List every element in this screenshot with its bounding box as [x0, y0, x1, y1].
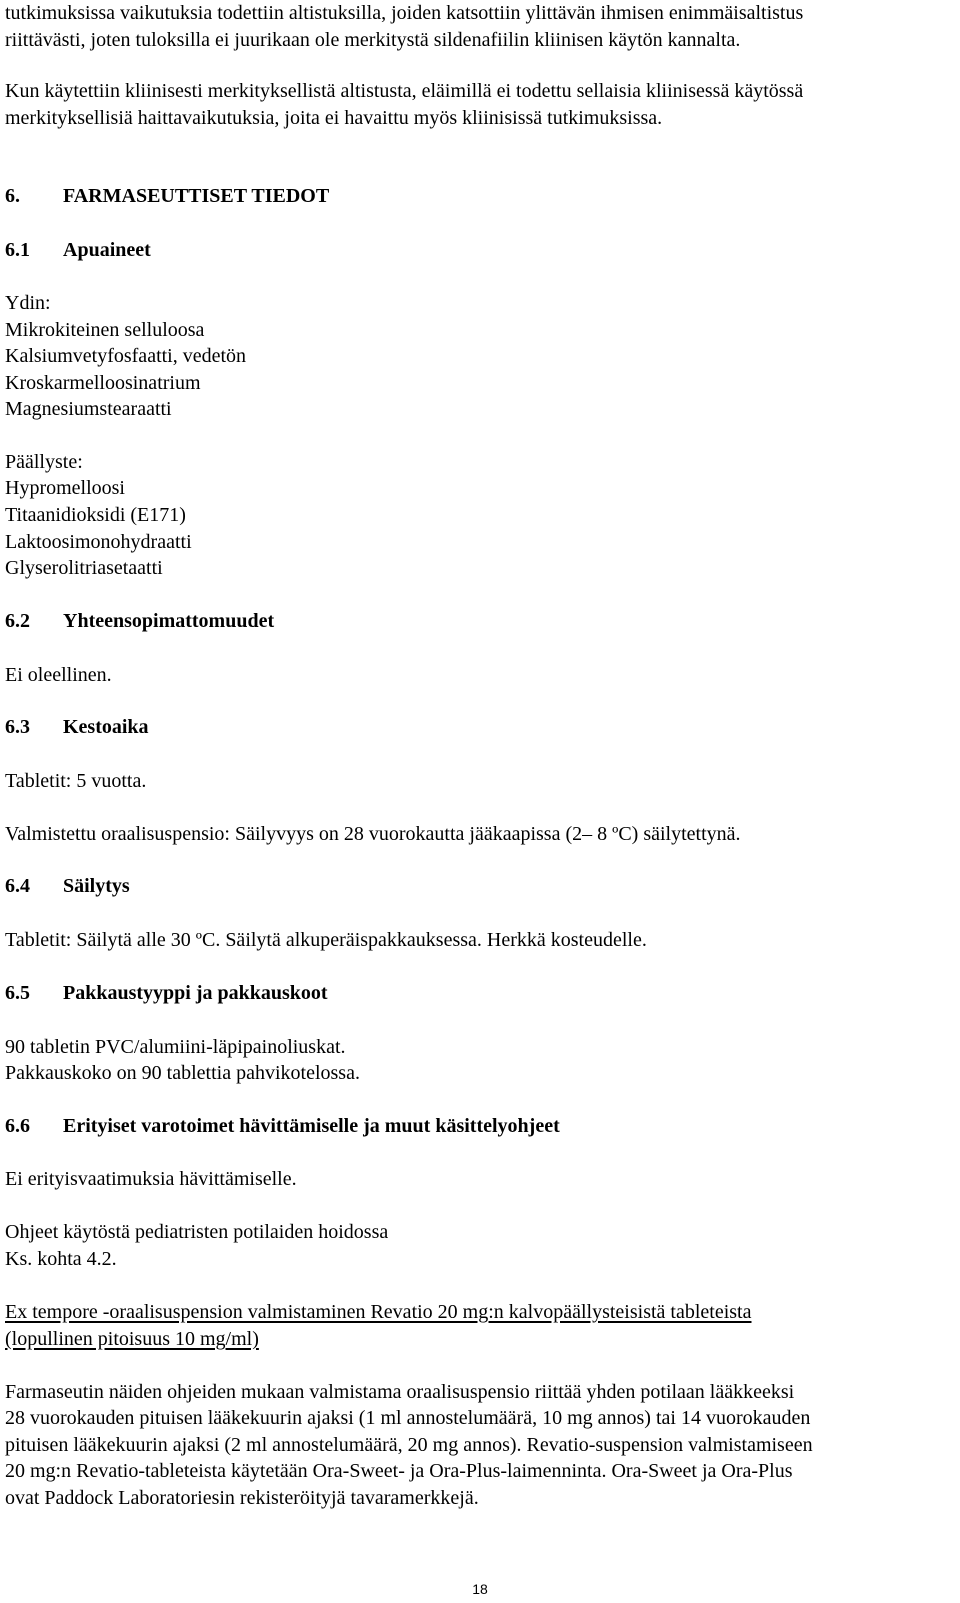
coating-label: Päällyste: [5, 451, 83, 473]
core-item: Kroskarmelloosinatrium [5, 372, 201, 394]
pediatric-heading: Ohjeet käytöstä pediatristen potilaiden hoidossa [5, 1221, 389, 1243]
section-title: Pakkaustyyppi ja pakkauskoot [63, 982, 328, 1004]
storage-text: Tabletit: Säilytä alle 30 ºC. Säilytä alkuperäispakkauksessa. Herkkä kosteudelle. [5, 929, 647, 951]
section-6-heading [5, 183, 329, 210]
section-6-5-heading [5, 980, 328, 1007]
preparation-paragraph-line: pituisen lääkekuurin ajaksi (2 ml annostelumäärä, 20 mg annos). Revatio-suspension valmistamiseen [5, 1434, 813, 1456]
shelf-life-tablets: Tabletit: 5 vuotta. [5, 770, 147, 792]
core-label: Ydin: [5, 292, 51, 314]
clinical-paragraph-line-1: Kun käytettiin kliinisesti merkityksellistä altistusta, eläimillä ei todettu sellaisia kliinisessä käytössä [5, 80, 804, 102]
section-title: Säilytys [63, 875, 130, 897]
pediatric-reference: Ks. kohta 4.2. [5, 1248, 117, 1270]
core-item: Kalsiumvetyfosfaatti, vedetön [5, 345, 247, 367]
section-number: 6.6 [5, 1115, 30, 1137]
section-number: 6.2 [5, 610, 30, 632]
intro-line-1: tutkimuksissa vaikutuksia todettiin altistuksilla, joiden katsottiin ylittävän ihmisen enimmäisaltistus [5, 2, 804, 24]
core-item: Magnesiumstearaatti [5, 398, 172, 420]
section-number: 6. [5, 185, 20, 207]
section-6-1-heading [5, 237, 151, 264]
section-title: FARMASEUTTISET TIEDOT [63, 185, 330, 207]
section-number: 6.4 [5, 875, 30, 897]
clinical-paragraph-line-2: merkityksellisiä haittavaikutuksia, joita ei havaittu myös kliinisissä tutkimuksissa. [5, 107, 663, 129]
preparation-paragraph-line: ovat Paddock Laboratoriesin rekisteröityjä tavaramerkkejä. [5, 1487, 479, 1509]
core-item: Mikrokiteinen selluloosa [5, 319, 205, 341]
section-title: Apuaineet [63, 239, 151, 261]
coating-item: Titaanidioksidi (E171) [5, 504, 186, 526]
section-title: Kestoaika [63, 716, 149, 738]
disposal-text: Ei erityisvaatimuksia hävittämiselle. [5, 1168, 297, 1190]
section-title: Erityiset varotoimet hävittämiselle ja muut käsittelyohjeet [63, 1115, 560, 1137]
coating-item: Hypromelloosi [5, 477, 125, 499]
shelf-life-suspension: Valmistettu oraalisuspensio: Säilyvyys on 28 vuorokautta jääkaapissa (2– 8 ºC) säilytettynä. [5, 823, 741, 845]
preparation-title-line-1: Ex tempore -oraalisuspension valmistaminen Revatio 20 mg:n kalvopäällysteisistä tableteista [5, 1301, 752, 1323]
section-6-6-heading [5, 1113, 560, 1140]
section-6-2-text: Ei oleellinen. [5, 664, 112, 686]
section-6-2-heading [5, 608, 274, 635]
preparation-paragraph-line: 20 mg:n Revatio-tableteista käytetään Ora-Sweet- ja Ora-Plus-laimenninta. Ora-Sweet ja Ora-Plus [5, 1460, 793, 1482]
section-6-3-heading [5, 714, 149, 741]
page-number: 18 [472, 1581, 488, 1597]
package-line: Pakkauskoko on 90 tablettia pahvikotelossa. [5, 1062, 360, 1084]
preparation-paragraph-line: Farmaseutin näiden ohjeiden mukaan valmistama oraalisuspensio riittää yhden potilaan lääkkeeksi [5, 1381, 795, 1403]
package-line: 90 tabletin PVC/alumiini-läpipainoliuskat. [5, 1036, 346, 1058]
section-number: 6.5 [5, 982, 30, 1004]
coating-item: Laktoosimonohydraatti [5, 531, 192, 553]
section-number: 6.3 [5, 716, 30, 738]
coating-item: Glyserolitriasetaatti [5, 557, 163, 579]
preparation-paragraph-line: 28 vuorokauden pituisen lääkekuurin ajaksi (1 ml annostelumäärä, 10 mg annos) tai 14 vuorokauden [5, 1407, 811, 1429]
section-number: 6.1 [5, 239, 30, 261]
section-6-4-heading [5, 873, 130, 900]
section-title: Yhteensopimattomuudet [63, 610, 275, 632]
intro-line-2: riittävästi, joten tuloksilla ei juurikaan ole merkitystä sildenafiilin kliinisen käytön kannalta. [5, 29, 741, 51]
preparation-title-line-2: (lopullinen pitoisuus 10 mg/ml) [5, 1328, 259, 1350]
